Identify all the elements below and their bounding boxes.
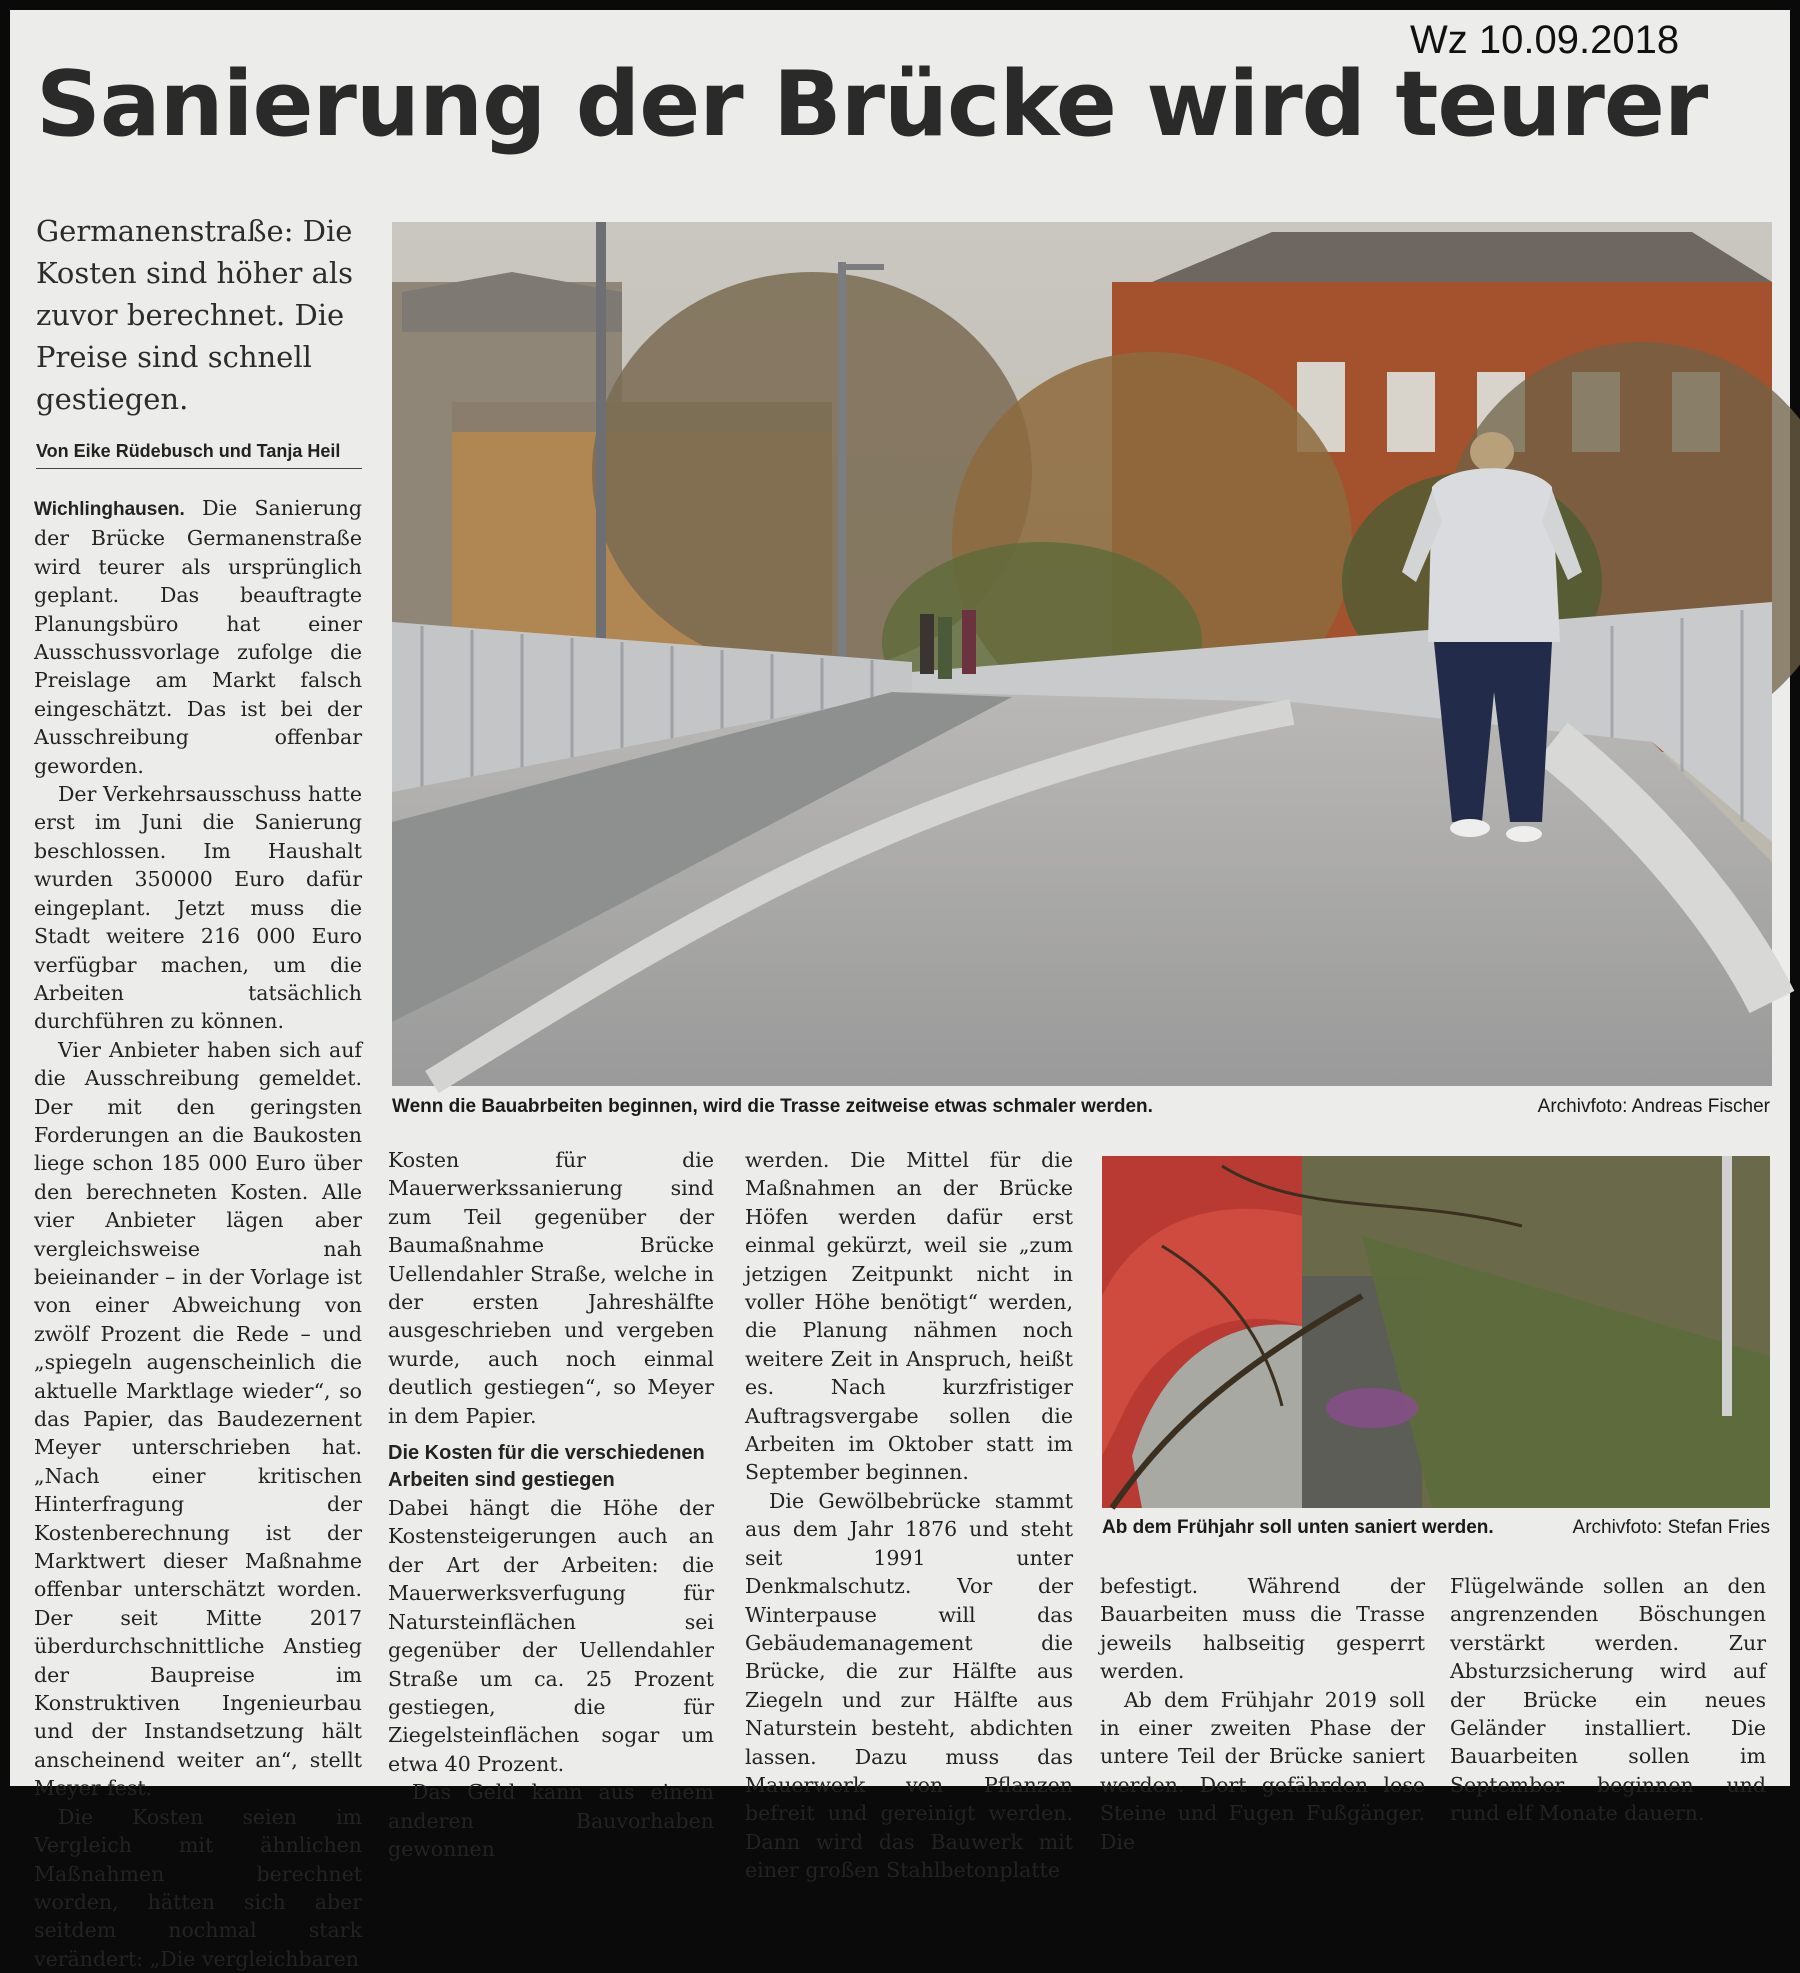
article-column-4 bbox=[1100, 1572, 1425, 1854]
article-paragraph: Die Kosten seien im Vergleich mit ähnlichen Maßnahmen berechnet worden, hätten sich aber seitdem nochmal stark verändert: „Die vergleichbaren bbox=[34, 1804, 362, 1971]
dateline: Wichlinghausen. bbox=[34, 499, 185, 520]
article-paragraph: Flügelwände sollen an den angrenzenden Böschungen verstärkt werden. Zur Absturzsicherung wird auf der Brücke ein neues Geländer installiert. Die Bauarbeiten sollen im September beginnen und rund elf Monate dauern. bbox=[1450, 1574, 1766, 1826]
article-paragraph bbox=[34, 494, 362, 780]
main-photo-credit: Archivfoto: Andreas Fischer bbox=[1537, 1096, 1770, 1117]
article-paragraph: werden. Die Mittel für die Maßnahmen an der Brücke Höfen werden dafür erst einmal gekürzt, weil sie „zum jetzigen Zeitpunkt nicht in voller Höhe benötigt“ werden, die Planung nähmen noch weitere Zeit in Anspruch, heißt es. Nach kurzfristiger Auftragsvergabe sollen die Arbeiten im Oktober statt im September beginnen. bbox=[745, 1148, 1073, 1485]
secondary-photo-credit: Archivfoto: Stefan Fries bbox=[1572, 1517, 1770, 1538]
article-paragraph: Der Verkehrsausschuss hatte erst im Juni die Sanierung beschlossen. Im Haushalt wurden 350000 Euro dafür eingeplant. Jetzt muss die Stadt weitere 216 000 Euro verfügbar machen, um die Arbeiten tatsächlich durchführen zu können. bbox=[34, 782, 362, 1034]
article-subheading: Die Kosten für die verschiedenen Arbeiten sind gestiegen bbox=[388, 1442, 705, 1492]
secondary-photo-arch-bridge bbox=[1102, 1156, 1770, 1508]
article-paragraph: Dabei hängt die Höhe der Kostensteigerungen auch an der Art der Arbeiten: die Mauerwerksverfugung für Natursteinflächen sei gegenüber der Uellendahler Straße um ca. 25 Prozent gestiegen, die für Ziegelsteinflächen sogar um etwa 40 Prozent. bbox=[388, 1496, 714, 1776]
article-column-3 bbox=[745, 1146, 1073, 1883]
article-paragraph: Ab dem Frühjahr 2019 soll in einer zweiten Phase der untere Teil der Brücke saniert werden. Dort gefährden lose Steine und Fugen Fußgänger. Die bbox=[1100, 1687, 1425, 1854]
article-column-2 bbox=[388, 1146, 714, 1861]
byline: Von Eike Rüdebusch und Tanja Heil bbox=[36, 441, 362, 469]
subheadline: Germanenstraße: Die Kosten sind höher als zuvor berechnet. Die Preise sind schnell gestiegen. bbox=[36, 214, 354, 416]
article-paragraph: befestigt. Während der Bauarbeiten muss die Trasse jeweils halbseitig gesperrt werden. bbox=[1100, 1574, 1425, 1684]
source-stamp: Wz 10.09.2018 bbox=[1410, 18, 1680, 62]
article-paragraph: Vier Anbieter haben sich auf die Ausschreibung gemeldet. Der mit den geringsten Forderungen an die Baukosten liege schon 185 000 Euro über den berechneten Kosten. Alle vier Anbieter lägen aber vergleichsweise nah beieinander – in der Vorlage ist von einer Abweichung von zwölf Prozent die Rede – und „spiegeln augenscheinlich die aktuelle Marktlage wieder“, so das Papier, das Baudezernent Meyer unterschrieben hat. „Nach einer kritischen Hinterfragung der Kostenberechnung ist der Marktwert dieser Maßnahme offenbar unterschätzt worden. Der seit Mitte 2017 überdurchschnittliche Anstieg der Baupreise im Konstruktiven Ingenieurbau und der Instandsetzung hält anscheinend weiter an“, stellt Meyer fest. bbox=[34, 1037, 362, 1801]
article-paragraph: Die Gewölbebrücke stammt aus dem Jahr 1876 und steht seit 1991 unter Denkmalschutz. Vor der Winterpause will das Gebäudemanagement die Brücke, die zur Hälfte aus Ziegeln und zur Hälfte aus Naturstein besteht, abdichten lassen. Dazu muss das Mauerwerk von Pflanzen befreit und gereinigt werden. Dann wird das Bauwerk mit einer großen Stahlbetonplatte bbox=[745, 1488, 1073, 1883]
article-paragraph: Kosten für die Mauerwerkssanierung sind zum Teil gegenüber der Baumaßnahme Brücke Uellendahler Straße, welche in der ersten Jahreshälfte ausgeschrieben und vergeben wurde, auch noch einmal deutlich gestiegen“, so Meyer in dem Papier. bbox=[388, 1148, 714, 1428]
headline: Sanierung der Brücke wird teurer bbox=[36, 52, 1708, 157]
secondary-photo-caption: Ab dem Frühjahr soll unten saniert werden. bbox=[1102, 1517, 1494, 1538]
article-column-5 bbox=[1450, 1572, 1766, 1826]
article-paragraph: Das Geld kann aus einem anderen Bauvorhaben gewonnen bbox=[388, 1780, 714, 1861]
main-photo-bridge-jogger bbox=[392, 222, 1772, 1086]
article-column-1 bbox=[34, 494, 362, 1971]
main-photo-caption: Wenn die Bauabrbeiten beginnen, wird die Trasse zeitweise etwas schmaler werden. bbox=[392, 1096, 1153, 1117]
paragraph-text: Die Sanierung der Brücke Germanenstraße wird teurer als ursprünglich geplant. Das beauftragte Planungsbüro hat einer Ausschussvorlage zufolge die Preislage am Markt falsch eingeschätzt. Das ist bei der Ausschreibung offenbar geworden. bbox=[34, 496, 362, 778]
